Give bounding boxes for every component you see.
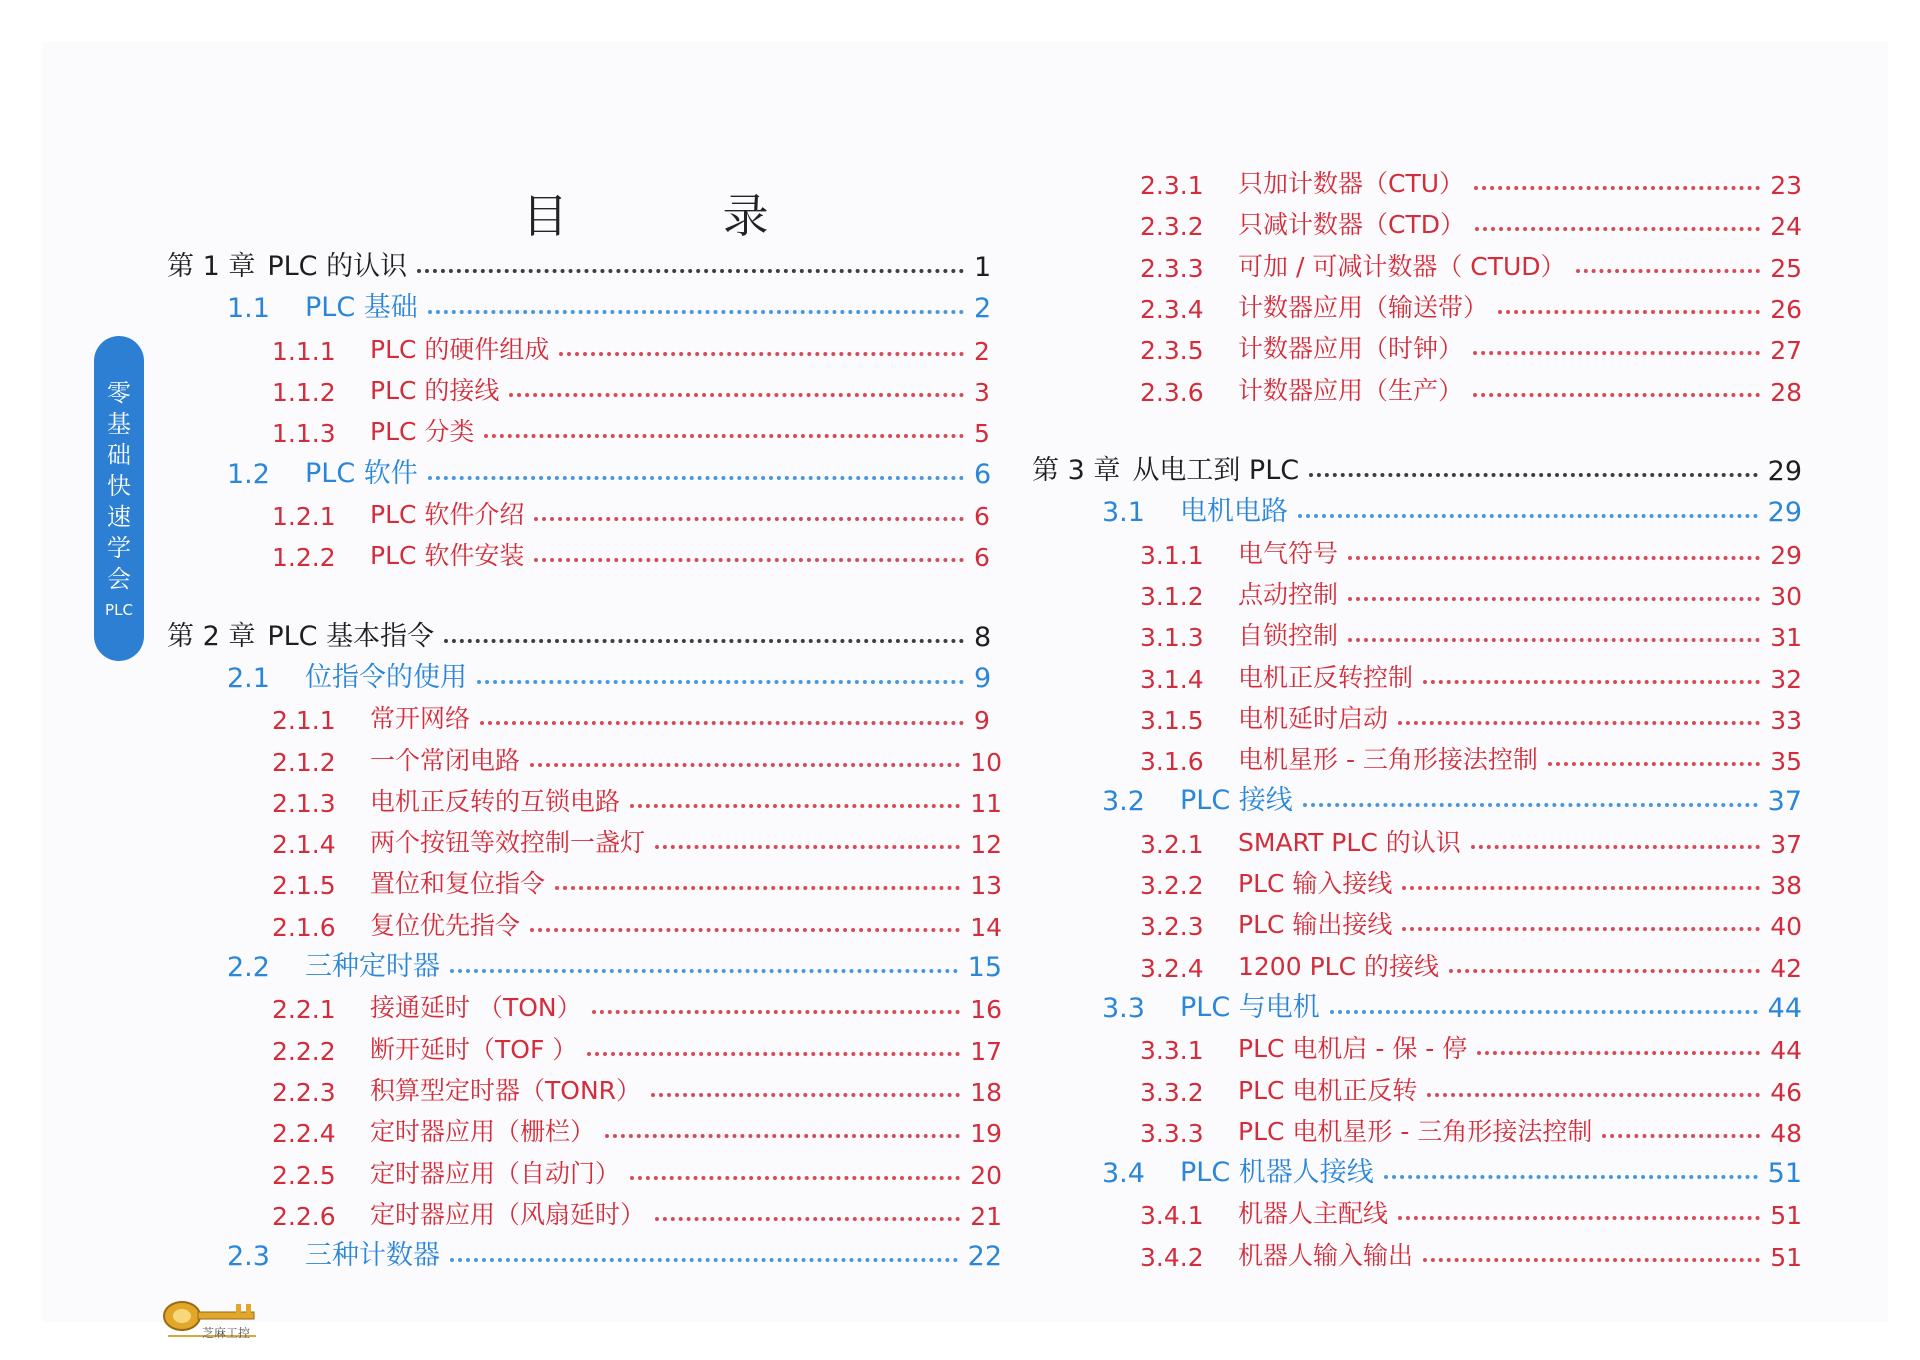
toc-entry-title: 从电工到 PLC bbox=[1132, 455, 1300, 487]
toc-entry-sub[interactable] bbox=[1140, 947, 1802, 983]
toc-entry-section[interactable] bbox=[227, 1236, 1002, 1272]
toc-entry-number: 3.1.6 bbox=[1140, 747, 1204, 777]
toc-entry-page: 35 bbox=[1770, 747, 1802, 777]
toc-entry-page: 46 bbox=[1770, 1077, 1802, 1107]
dot-leader bbox=[1398, 1216, 1760, 1220]
dot-leader bbox=[655, 845, 960, 849]
toc-entry-number: 3.3 bbox=[1102, 992, 1145, 1024]
toc-entry-number: 3.2.4 bbox=[1140, 953, 1204, 983]
toc-entry-page: 25 bbox=[1770, 253, 1802, 283]
toc-entry-title: 断开延时（TOF ） bbox=[370, 1034, 578, 1064]
toc-entry-page: 32 bbox=[1770, 664, 1802, 694]
toc-entry-number: 2.1.3 bbox=[272, 788, 336, 818]
toc-entry-page: 22 bbox=[967, 1241, 1002, 1273]
side-tab-char: 快 bbox=[107, 472, 131, 500]
dot-leader bbox=[480, 721, 964, 725]
toc-entry-number: 3.1 bbox=[1102, 497, 1145, 529]
toc-entry-page: 6 bbox=[974, 543, 990, 573]
dot-leader bbox=[1348, 556, 1760, 560]
toc-entry-sub[interactable] bbox=[1140, 864, 1802, 900]
toc-entry-title: PLC 软件 bbox=[305, 457, 418, 489]
dot-leader bbox=[534, 558, 964, 562]
toc-entry-sub[interactable] bbox=[1140, 288, 1802, 324]
toc-entry-number: 2.1.5 bbox=[272, 871, 336, 901]
toc-entry-section[interactable] bbox=[227, 454, 1002, 490]
toc-entry-sub[interactable] bbox=[1140, 534, 1802, 570]
toc-entry-number: 1.1.3 bbox=[272, 419, 336, 449]
toc-entry-page: 18 bbox=[970, 1077, 1002, 1107]
dot-leader bbox=[587, 1052, 960, 1056]
toc-entry-page: 20 bbox=[970, 1160, 1002, 1190]
toc-entry-title: 定时器应用（风扇延时） bbox=[370, 1199, 646, 1229]
toc-entry-page: 6 bbox=[974, 501, 990, 531]
toc-entry-section[interactable] bbox=[227, 288, 1002, 324]
toc-entry-title: 电机电路 bbox=[1180, 496, 1288, 528]
toc-entry-page: 12 bbox=[970, 830, 1002, 860]
toc-entry-title: 机器人输入输出 bbox=[1238, 1240, 1414, 1270]
toc-entry-title: 常开网络 bbox=[370, 704, 471, 734]
toc-entry-page: 44 bbox=[1770, 1036, 1802, 1066]
toc-entry-number: 2.1.4 bbox=[272, 830, 336, 860]
toc-entry-title: SMART PLC 的认识 bbox=[1238, 827, 1461, 857]
dot-leader bbox=[534, 517, 964, 521]
side-tab-char: 基 bbox=[107, 410, 131, 438]
toc-entry-page: 33 bbox=[1770, 705, 1802, 735]
toc-entry-sub[interactable] bbox=[1140, 1112, 1802, 1148]
toc-entry-page: 28 bbox=[1770, 377, 1802, 407]
toc-entry-title: PLC 输出接线 bbox=[1238, 910, 1393, 940]
toc-entry-sub[interactable] bbox=[272, 371, 1002, 407]
toc-entry-title: 一个常闭电路 bbox=[370, 745, 521, 775]
toc-entry-number: 3.1.1 bbox=[1140, 540, 1204, 570]
dot-leader bbox=[1548, 762, 1760, 766]
toc-entry-number: 3.1.5 bbox=[1140, 705, 1204, 735]
toc-entry-number: 2.1.1 bbox=[272, 706, 336, 736]
dot-leader bbox=[509, 393, 964, 397]
toc-entry-title: 三种计数器 bbox=[305, 1240, 440, 1272]
dot-leader bbox=[1473, 393, 1760, 397]
toc-entry-title: 计数器应用（时钟） bbox=[1238, 334, 1464, 364]
toc-entry-title: PLC 软件介绍 bbox=[370, 499, 525, 529]
toc-entry-title: 点动控制 bbox=[1238, 579, 1339, 609]
toc-entry-number: 2.2.4 bbox=[272, 1119, 336, 1149]
toc-entry-title: 定时器应用（栅栏） bbox=[370, 1117, 596, 1147]
toc-entry-page: 31 bbox=[1770, 623, 1802, 653]
toc-entry-number: 3.4 bbox=[1102, 1158, 1145, 1190]
toc-entry-sub[interactable] bbox=[1140, 1029, 1802, 1065]
toc-entry-page: 51 bbox=[1770, 1201, 1802, 1231]
dot-leader bbox=[1477, 1051, 1760, 1055]
toc-entry-page: 10 bbox=[970, 747, 1002, 777]
side-tab-char: 础 bbox=[107, 441, 131, 469]
toc-entry-page: 51 bbox=[1767, 1158, 1802, 1190]
toc-entry-chapter[interactable] bbox=[167, 247, 1002, 283]
toc-entry-sub[interactable] bbox=[1140, 247, 1802, 283]
dot-leader bbox=[530, 928, 960, 932]
toc-entry-sub[interactable] bbox=[1140, 575, 1802, 611]
toc-entry-title: 接通延时 （TON） bbox=[370, 993, 582, 1023]
toc-entry-title: PLC 输入接线 bbox=[1238, 869, 1393, 899]
toc-entry-page: 48 bbox=[1770, 1118, 1802, 1148]
dot-leader bbox=[417, 269, 964, 273]
toc-entry-number: 2.3.1 bbox=[1140, 171, 1204, 200]
dot-leader bbox=[630, 804, 960, 808]
toc-entry-number: 3.2.3 bbox=[1140, 912, 1204, 942]
dot-leader bbox=[1309, 473, 1758, 477]
dot-leader bbox=[1423, 1258, 1760, 1262]
toc-entry-title: PLC 与电机 bbox=[1180, 991, 1320, 1023]
toc-entry-section[interactable] bbox=[1102, 781, 1802, 817]
dot-leader bbox=[1602, 1134, 1760, 1138]
toc-entry-title: 电气符号 bbox=[1238, 538, 1339, 568]
toc-entry-page: 29 bbox=[1770, 540, 1802, 570]
toc-entry-section[interactable] bbox=[1102, 1153, 1802, 1189]
toc-entry-page: 13 bbox=[970, 871, 1002, 901]
toc-entry-number: 2.3.3 bbox=[1140, 253, 1204, 283]
toc-entry-page: 16 bbox=[970, 995, 1002, 1025]
toc-entry-title: PLC 的接线 bbox=[370, 375, 500, 405]
toc-entry-sub[interactable] bbox=[272, 864, 1002, 900]
toc-entry-sub[interactable] bbox=[272, 782, 1002, 818]
toc-entry-page: 1 bbox=[974, 252, 992, 283]
toc-entry-title: 置位和复位指令 bbox=[370, 869, 546, 899]
toc-entry-sub[interactable] bbox=[1140, 658, 1802, 694]
toc-entry-sub[interactable] bbox=[272, 1112, 1002, 1148]
toc-entry-number: 3.3.1 bbox=[1140, 1036, 1204, 1066]
toc-entry-page: 11 bbox=[970, 788, 1002, 818]
toc-entry-sub[interactable] bbox=[272, 1154, 1002, 1190]
toc-entry-page: 19 bbox=[970, 1119, 1002, 1149]
toc-entry-page: 37 bbox=[1770, 829, 1802, 859]
dot-leader bbox=[1471, 845, 1760, 849]
toc-entry-number: 2.2.5 bbox=[272, 1160, 336, 1190]
toc-entry-page: 17 bbox=[970, 1036, 1002, 1066]
toc-entry-sub[interactable] bbox=[1140, 1194, 1802, 1230]
dot-leader bbox=[428, 310, 964, 314]
toc-entry-page: 5 bbox=[974, 419, 990, 449]
toc-entry-title: 积算型定时器（TONR） bbox=[370, 1075, 642, 1105]
toc-entry-number: 3.4.2 bbox=[1140, 1242, 1204, 1272]
toc-entry-page: 14 bbox=[970, 912, 1002, 942]
toc-entry-number: 2.2.1 bbox=[272, 995, 336, 1025]
toc-entry-number: 3.4.1 bbox=[1140, 1201, 1204, 1231]
toc-entry-title: 可加 / 可减计数器（ CTUD） bbox=[1238, 251, 1566, 281]
toc-entry-number: 1.2.1 bbox=[272, 501, 336, 531]
toc-entry-number: 第 3 章 bbox=[1032, 455, 1121, 487]
toc-entry-page: 9 bbox=[974, 706, 990, 736]
toc-entry-number: 3.2.1 bbox=[1140, 829, 1204, 859]
toc-entry-title: PLC 电机星形 - 三角形接法控制 bbox=[1238, 1116, 1593, 1146]
dot-leader bbox=[477, 680, 964, 684]
toc-entry-sub[interactable] bbox=[1140, 371, 1802, 407]
toc-entry-number: 2.3 bbox=[227, 1241, 270, 1273]
toc-entry-page: 30 bbox=[1770, 581, 1802, 611]
dot-leader bbox=[1449, 969, 1760, 973]
toc-entry-title: 只减计数器（CTD） bbox=[1238, 210, 1465, 240]
side-tab-plc: PLC bbox=[105, 601, 133, 619]
toc-entry-title: PLC 基础 bbox=[305, 292, 418, 324]
toc-entry-title: 位指令的使用 bbox=[305, 661, 467, 693]
toc-entry-sub[interactable] bbox=[272, 1030, 1002, 1066]
toc-entry-page: 2 bbox=[974, 293, 992, 325]
toc-entry-page: 37 bbox=[1767, 786, 1802, 818]
toc-entry-sub[interactable] bbox=[1140, 699, 1802, 735]
toc-entry-number: 1.2 bbox=[227, 458, 270, 490]
toc-entry-number: 1.1.2 bbox=[272, 377, 336, 407]
dot-leader bbox=[1423, 680, 1760, 684]
dot-leader bbox=[1576, 269, 1761, 273]
toc-entry-number: 2.1.2 bbox=[272, 747, 336, 777]
toc-entry-page: 27 bbox=[1770, 336, 1802, 366]
toc-entry-page: 21 bbox=[970, 1201, 1002, 1231]
dot-leader bbox=[1398, 721, 1760, 725]
toc-entry-title: 计数器应用（输送带） bbox=[1238, 292, 1489, 322]
dot-leader bbox=[1474, 186, 1760, 190]
toc-entry-title: 两个按钮等效控制一盏灯 bbox=[370, 828, 646, 858]
toc-entry-number: 2.3.6 bbox=[1140, 377, 1204, 407]
toc-entry-title: PLC 分类 bbox=[370, 417, 475, 447]
toc-entry-sub[interactable] bbox=[1140, 740, 1802, 776]
toc-entry-sub[interactable] bbox=[272, 330, 1002, 366]
toc-entry-number: 1.2.2 bbox=[272, 543, 336, 573]
toc-entry-page: 40 bbox=[1770, 912, 1802, 942]
toc-entry-sub[interactable] bbox=[1140, 616, 1802, 652]
toc-entry-title: PLC 电机启 - 保 - 停 bbox=[1238, 1034, 1468, 1064]
toc-entry-number: 2.2.2 bbox=[272, 1036, 336, 1066]
toc-entry-number: 第 1 章 bbox=[167, 251, 256, 282]
toc-entry-number: 3.1.4 bbox=[1140, 664, 1204, 694]
toc-entry-title: 计数器应用（生产） bbox=[1238, 375, 1464, 405]
side-tab-char: 会 bbox=[107, 565, 131, 593]
toc-entry-section[interactable] bbox=[227, 947, 1002, 983]
toc-entry-title: 复位优先指令 bbox=[370, 910, 521, 940]
toc-entry-sub[interactable] bbox=[272, 495, 1002, 531]
toc-entry-title: 电机正反转的互锁电路 bbox=[370, 786, 621, 816]
dot-leader bbox=[1348, 597, 1760, 601]
toc-entry-title: 只加计数器（CTU） bbox=[1238, 169, 1465, 198]
toc-entry-sub[interactable] bbox=[272, 536, 1002, 572]
toc-entry-chapter[interactable] bbox=[167, 617, 1002, 653]
dot-leader bbox=[450, 969, 958, 973]
toc-entry-page: 42 bbox=[1770, 953, 1802, 983]
toc-entry-section[interactable] bbox=[1102, 492, 1802, 528]
toc-entry-sub[interactable] bbox=[1140, 205, 1802, 241]
dot-leader bbox=[484, 434, 964, 438]
dot-leader bbox=[530, 763, 960, 767]
toc-entry-title: 定时器应用（自动门） bbox=[370, 1158, 621, 1188]
toc-entry-sub[interactable] bbox=[1140, 1236, 1802, 1272]
toc-entry-sub[interactable] bbox=[1140, 164, 1802, 200]
logo-text: 芝麻工控 bbox=[202, 1326, 251, 1340]
toc-entry-number: 3.1.2 bbox=[1140, 581, 1204, 611]
dot-leader bbox=[450, 1258, 958, 1262]
dot-leader bbox=[630, 1176, 960, 1180]
dot-leader bbox=[1303, 803, 1758, 807]
dot-leader bbox=[428, 476, 964, 480]
toc-entry-sub[interactable] bbox=[272, 823, 1002, 859]
toc-entry-page: 26 bbox=[1770, 294, 1802, 324]
dot-leader bbox=[1498, 310, 1760, 314]
toc-title: 目 录 bbox=[522, 189, 839, 243]
toc-entry-title: 1200 PLC 的接线 bbox=[1238, 951, 1439, 981]
toc-entry-number: 2.3.2 bbox=[1140, 212, 1204, 242]
toc-entry-title: 自锁控制 bbox=[1238, 621, 1339, 651]
toc-entry-section[interactable] bbox=[227, 658, 1002, 694]
dot-leader bbox=[605, 1134, 960, 1138]
toc-entry-sub[interactable] bbox=[272, 1195, 1002, 1231]
toc-entry-page: 6 bbox=[974, 458, 992, 490]
toc-entry-title: PLC 接线 bbox=[1180, 785, 1293, 817]
dot-leader bbox=[592, 1010, 961, 1014]
toc-entry-title: 电机正反转控制 bbox=[1238, 662, 1414, 692]
toc-entry-number: 2.2 bbox=[227, 952, 270, 984]
toc-entry-title: PLC 机器人接线 bbox=[1180, 1157, 1374, 1189]
toc-entry-title: PLC 基本指令 bbox=[267, 620, 435, 652]
toc-entry-title: 电机星形 - 三角形接法控制 bbox=[1238, 745, 1538, 775]
toc-entry-page: 29 bbox=[1767, 497, 1802, 529]
dot-leader bbox=[1330, 1010, 1758, 1014]
dot-leader bbox=[1298, 514, 1758, 518]
toc-entry-page: 3 bbox=[974, 377, 990, 407]
toc-entry-sub[interactable] bbox=[272, 412, 1002, 448]
toc-entry-number: 3.2 bbox=[1102, 786, 1145, 818]
toc-entry-number: 2.2.6 bbox=[272, 1201, 336, 1231]
toc-entry-page: 24 bbox=[1770, 212, 1802, 242]
toc-entry-page: 2 bbox=[974, 336, 990, 366]
toc-entry-sub[interactable] bbox=[1140, 1071, 1802, 1107]
toc-entry-number: 1.1 bbox=[227, 293, 270, 325]
dot-leader bbox=[655, 1217, 960, 1221]
toc-entry-page: 51 bbox=[1770, 1242, 1802, 1272]
dot-leader bbox=[1475, 227, 1760, 231]
dot-leader bbox=[651, 1093, 960, 1097]
toc-entry-page: 23 bbox=[1770, 171, 1802, 200]
toc-entry-title: 三种定时器 bbox=[305, 951, 440, 983]
toc-entry-sub[interactable] bbox=[272, 1071, 1002, 1107]
toc-entry-sub[interactable] bbox=[272, 906, 1002, 942]
toc-entry-sub[interactable] bbox=[272, 699, 1002, 735]
dot-leader bbox=[1402, 927, 1760, 931]
toc-entry-title: PLC 软件安装 bbox=[370, 541, 525, 571]
toc-entry-page: 15 bbox=[967, 952, 1002, 984]
toc-entry-number: 1.1.1 bbox=[272, 336, 336, 366]
toc-entry-number: 3.1.3 bbox=[1140, 623, 1204, 653]
toc-entry-sub[interactable] bbox=[1140, 905, 1802, 941]
toc-entry-chapter[interactable] bbox=[1032, 451, 1802, 487]
toc-entry-title: 机器人主配线 bbox=[1238, 1199, 1389, 1229]
dot-leader bbox=[1473, 351, 1760, 355]
toc-entry-number: 2.3.4 bbox=[1140, 294, 1204, 324]
toc-entry-title: PLC 电机正反转 bbox=[1238, 1075, 1418, 1105]
toc-entry-sub[interactable] bbox=[1140, 329, 1802, 365]
toc-entry-page: 8 bbox=[974, 621, 992, 653]
toc-entry-sub[interactable] bbox=[272, 988, 1002, 1024]
toc-entry-page: 44 bbox=[1767, 992, 1802, 1024]
toc-entry-number: 2.3.5 bbox=[1140, 336, 1204, 366]
toc-entry-number: 3.2.2 bbox=[1140, 871, 1204, 901]
toc-entry-number: 3.3.2 bbox=[1140, 1077, 1204, 1107]
dot-leader bbox=[1427, 1093, 1760, 1097]
dot-leader bbox=[555, 886, 960, 890]
side-tab bbox=[94, 336, 144, 661]
toc-entry-title: PLC 的认识 bbox=[267, 251, 408, 282]
toc-entry-number: 第 2 章 bbox=[167, 620, 256, 652]
toc-entry-title: PLC 的硬件组成 bbox=[370, 334, 550, 364]
toc-entry-number: 2.1.6 bbox=[272, 912, 336, 942]
dot-leader bbox=[1384, 1175, 1758, 1179]
toc-entry-title: 电机延时启动 bbox=[1238, 703, 1389, 733]
dot-leader bbox=[559, 352, 964, 356]
toc-entry-number: 2.1 bbox=[227, 662, 270, 694]
dot-leader bbox=[1348, 638, 1760, 642]
page-sheet bbox=[42, 42, 1888, 1340]
toc-entry-section[interactable] bbox=[1102, 988, 1802, 1024]
side-tab-char: 零 bbox=[107, 379, 131, 407]
toc-entry-sub[interactable] bbox=[272, 741, 1002, 777]
dot-leader bbox=[1402, 886, 1760, 890]
toc-entry-page: 38 bbox=[1770, 871, 1802, 901]
side-tab-char: 学 bbox=[107, 534, 131, 562]
dot-leader bbox=[444, 639, 964, 643]
toc-entry-number: 2.2.3 bbox=[272, 1077, 336, 1107]
toc-entry-sub[interactable] bbox=[1140, 823, 1802, 859]
toc-entry-page: 9 bbox=[974, 662, 992, 694]
side-tab-char: 速 bbox=[107, 503, 131, 531]
toc-entry-page: 29 bbox=[1767, 456, 1802, 488]
toc-entry-number: 3.3.3 bbox=[1140, 1118, 1204, 1148]
